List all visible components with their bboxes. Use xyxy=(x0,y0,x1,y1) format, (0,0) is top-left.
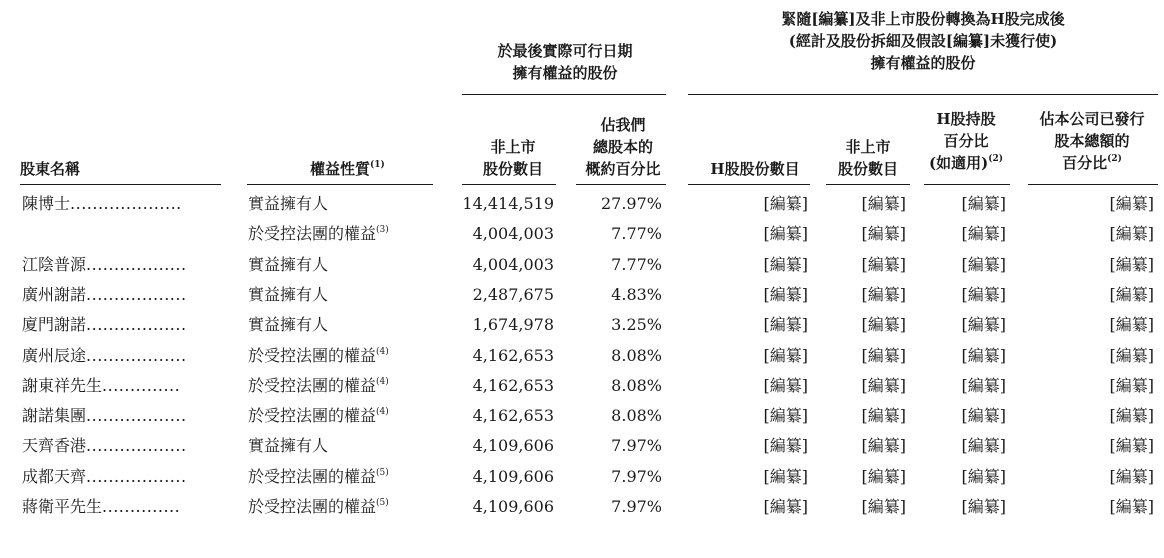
group-header-right xyxy=(688,8,1158,74)
col-header-issued-pct-line3: 百分比 xyxy=(1062,154,1108,172)
shareholder-name-cell xyxy=(22,250,187,280)
unlisted-shares-after: [編纂] xyxy=(861,376,906,395)
col-rule-h-pct xyxy=(924,184,1010,185)
shareholder-name: 天齊香港 xyxy=(22,436,87,455)
col-header-pct xyxy=(578,114,668,180)
shareholder-name-cell xyxy=(22,431,187,461)
approx-percentage: 7.77% xyxy=(611,224,662,243)
h-shares-count: [編纂] xyxy=(763,315,808,334)
unlisted-shares-after: [編纂] xyxy=(861,315,906,334)
nature-cell xyxy=(248,462,389,492)
unlisted-shares-count: 14,414,519 xyxy=(462,194,554,213)
h-shares-count: [編纂] xyxy=(763,194,808,213)
unlisted-shares-count: 4,004,003 xyxy=(472,224,554,243)
shareholder-name-cell xyxy=(22,492,180,522)
issued-capital-pct: [編纂] xyxy=(1109,346,1154,365)
h-shares-count: [編纂] xyxy=(763,346,808,365)
unlisted-shares-after: [編纂] xyxy=(861,194,906,213)
shareholder-name: 陳博士 xyxy=(22,194,71,213)
nature-cell xyxy=(248,280,328,310)
approx-percentage: 3.25% xyxy=(611,315,662,334)
h-shares-count: [編纂] xyxy=(763,224,808,243)
col-header-issued-pct-line2: 股本總額的 xyxy=(1054,132,1130,150)
leader-dots: .................. xyxy=(86,315,187,334)
nature-footnote: (5) xyxy=(376,468,389,478)
h-shareholding-pct: [編纂] xyxy=(961,315,1006,334)
col-header-h-pct-line3: (如適用) xyxy=(929,154,989,172)
col-header-issued-pct xyxy=(1030,108,1154,174)
leader-dots: .................. xyxy=(86,255,187,274)
shareholder-name-cell xyxy=(22,371,180,401)
unlisted-shares-after: [編纂] xyxy=(861,224,906,243)
shareholder-name: 廈門謝諾 xyxy=(22,315,87,334)
issued-capital-pct: [編纂] xyxy=(1109,406,1154,425)
issued-capital-pct: [編纂] xyxy=(1109,285,1154,304)
issued-capital-pct: [編纂] xyxy=(1109,224,1154,243)
nature-of-interest: 於受控法團的權益 xyxy=(248,346,377,365)
unlisted-shares-count: 1,674,978 xyxy=(472,315,554,334)
col-header-issued-pct-note: (2) xyxy=(1107,154,1122,164)
nature-cell xyxy=(248,341,389,371)
nature-of-interest: 於受控法團的權益 xyxy=(248,376,377,395)
group-header-right-line2: (經計及股份拆細及假設[編纂]未獲行使) xyxy=(788,32,1058,50)
approx-percentage: 8.08% xyxy=(611,376,662,395)
nature-cell xyxy=(248,371,389,401)
col-rule-unlisted-after xyxy=(826,184,910,185)
approx-percentage: 7.97% xyxy=(611,436,662,455)
h-shares-count: [編纂] xyxy=(763,467,808,486)
nature-of-interest: 實益擁有人 xyxy=(248,436,329,455)
h-shareholding-pct: [編纂] xyxy=(961,224,1006,243)
unlisted-shares-count: 4,162,653 xyxy=(472,346,554,365)
leader-dots: .............. xyxy=(102,497,181,516)
unlisted-shares-after: [編纂] xyxy=(861,285,906,304)
leader-dots: .................. xyxy=(86,346,187,365)
h-shareholding-pct: [編纂] xyxy=(961,194,1006,213)
shareholder-name-cell xyxy=(22,310,187,340)
unlisted-shares-count: 4,109,606 xyxy=(472,467,554,486)
col-header-h-pct-note: (2) xyxy=(988,154,1003,164)
h-shareholding-pct: [編纂] xyxy=(961,285,1006,304)
col-header-pct-line1: 佔我們 xyxy=(600,116,646,134)
approx-percentage: 4.83% xyxy=(611,285,662,304)
unlisted-shares-count: 4,004,003 xyxy=(472,255,554,274)
unlisted-shares-count: 4,109,606 xyxy=(472,497,554,516)
col-rule-nature xyxy=(247,184,433,185)
group-header-right-line1: 緊隨[編纂]及非上市股份轉換為H股完成後 xyxy=(781,10,1065,28)
issued-capital-pct: [編纂] xyxy=(1109,376,1154,395)
unlisted-shares-after: [編纂] xyxy=(861,497,906,516)
issued-capital-pct: [編纂] xyxy=(1109,315,1154,334)
unlisted-shares-count: 4,162,653 xyxy=(472,406,554,425)
h-shareholding-pct: [編纂] xyxy=(961,467,1006,486)
issued-capital-pct: [編纂] xyxy=(1109,467,1154,486)
col-header-shares-line1: 非上市 xyxy=(490,138,536,156)
nature-of-interest: 實益擁有人 xyxy=(248,315,329,334)
nature-of-interest: 實益擁有人 xyxy=(248,255,329,274)
col-header-h-pct xyxy=(916,108,1016,174)
group-header-left-line2: 擁有權益的股份 xyxy=(512,64,618,82)
shareholder-name: 廣州謝諾 xyxy=(22,285,87,304)
col-rule-issued-pct xyxy=(1028,184,1158,185)
col-header-h-pct-line2: 百分比 xyxy=(943,132,989,150)
shareholder-name: 廣州辰途 xyxy=(22,346,87,365)
h-shareholding-pct: [編纂] xyxy=(961,497,1006,516)
issued-capital-pct: [編纂] xyxy=(1109,255,1154,274)
col-rule-shareholder xyxy=(20,184,221,185)
leader-dots: .................. xyxy=(86,406,187,425)
nature-of-interest: 於受控法團的權益 xyxy=(248,467,377,486)
leader-dots: .................. xyxy=(86,285,187,304)
col-header-shares xyxy=(468,136,558,180)
nature-cell xyxy=(248,310,328,340)
nature-cell xyxy=(248,189,328,219)
group-header-right-line3: 擁有權益的股份 xyxy=(870,54,976,72)
nature-of-interest: 實益擁有人 xyxy=(248,194,329,213)
nature-cell xyxy=(248,219,389,249)
approx-percentage: 7.97% xyxy=(611,497,662,516)
approx-percentage: 7.97% xyxy=(611,467,662,486)
shareholder-name: 江陰普源 xyxy=(22,255,87,274)
issued-capital-pct: [編纂] xyxy=(1109,436,1154,455)
shareholder-name-cell xyxy=(22,401,187,431)
unlisted-shares-after: [編纂] xyxy=(861,346,906,365)
leader-dots: .............. xyxy=(102,376,181,395)
group-header-left xyxy=(465,40,665,84)
col-header-shares-line2: 股份數目 xyxy=(482,160,543,178)
h-shares-count: [編纂] xyxy=(763,406,808,425)
issued-capital-pct: [編纂] xyxy=(1109,497,1154,516)
approx-percentage: 8.08% xyxy=(611,346,662,365)
col-header-h-pct-line1: H股持股 xyxy=(936,110,996,128)
h-shares-count: [編纂] xyxy=(763,376,808,395)
shareholder-name: 謝諾集團 xyxy=(22,406,87,425)
h-shares-count: [編纂] xyxy=(763,436,808,455)
unlisted-shares-after: [編纂] xyxy=(861,406,906,425)
nature-cell xyxy=(248,492,389,522)
h-shares-count: [編纂] xyxy=(763,285,808,304)
h-shares-count: [編纂] xyxy=(763,497,808,516)
col-header-unlisted-after xyxy=(828,136,908,180)
shareholder-name: 謝東祥先生 xyxy=(22,376,103,395)
group-header-left-line1: 於最後實際可行日期 xyxy=(497,42,633,60)
issued-capital-pct: [編纂] xyxy=(1109,194,1154,213)
group-rule-right xyxy=(688,94,1158,95)
shareholder-name-cell xyxy=(22,462,187,492)
nature-cell xyxy=(248,431,328,461)
col-header-nature-label: 權益性質 xyxy=(310,160,371,178)
col-header-pct-line2: 總股本的 xyxy=(592,138,653,156)
leader-dots: .................... xyxy=(70,194,182,213)
approx-percentage: 8.08% xyxy=(611,406,662,425)
approx-percentage: 7.77% xyxy=(611,255,662,274)
shareholder-name: 蔣衛平先生 xyxy=(22,497,103,516)
nature-cell xyxy=(248,401,389,431)
approx-percentage: 27.97% xyxy=(600,194,662,213)
nature-of-interest: 於受控法團的權益 xyxy=(248,406,377,425)
shareholder-name-cell xyxy=(22,280,187,310)
group-rule-left xyxy=(462,94,666,95)
shareholder-name: 成都天齊 xyxy=(22,467,87,486)
col-rule-h-shares xyxy=(688,184,810,185)
unlisted-shares-after: [編纂] xyxy=(861,436,906,455)
col-rule-pct xyxy=(576,184,666,185)
h-shareholding-pct: [編纂] xyxy=(961,255,1006,274)
unlisted-shares-count: 4,162,653 xyxy=(472,376,554,395)
nature-cell xyxy=(248,250,328,280)
nature-footnote: (4) xyxy=(376,377,389,387)
leader-dots: .................. xyxy=(86,436,187,455)
col-header-shareholder: 股東名稱 xyxy=(20,160,81,178)
unlisted-shares-count: 2,487,675 xyxy=(472,285,554,304)
unlisted-shares-after: [編纂] xyxy=(861,255,906,274)
h-shareholding-pct: [編纂] xyxy=(961,346,1006,365)
nature-footnote: (3) xyxy=(376,225,389,235)
nature-of-interest: 於受控法團的權益 xyxy=(248,497,377,516)
nature-footnote: (5) xyxy=(376,498,389,508)
unlisted-shares-after: [編纂] xyxy=(861,467,906,486)
col-header-unlisted-after-line2: 股份數目 xyxy=(837,160,898,178)
nature-footnote: (4) xyxy=(376,347,389,357)
nature-of-interest: 於受控法團的權益 xyxy=(248,224,377,243)
leader-dots: .................. xyxy=(86,467,187,486)
nature-footnote: (4) xyxy=(376,407,389,417)
col-rule-shares xyxy=(462,184,556,185)
h-shareholding-pct: [編纂] xyxy=(961,406,1006,425)
h-shareholding-pct: [編纂] xyxy=(961,376,1006,395)
nature-of-interest: 實益擁有人 xyxy=(248,285,329,304)
shareholder-name-cell xyxy=(22,189,182,219)
h-shares-count: [編纂] xyxy=(763,255,808,274)
unlisted-shares-count: 4,109,606 xyxy=(472,436,554,455)
col-header-nature xyxy=(310,158,385,180)
h-shareholding-pct: [編纂] xyxy=(961,436,1006,455)
col-header-pct-line3: 概約百分比 xyxy=(585,160,661,178)
shareholder-name-cell xyxy=(22,341,187,371)
col-header-h-shares: H股股份數目 xyxy=(710,160,800,178)
col-header-issued-pct-line1: 佔本公司已發行 xyxy=(1039,110,1145,128)
col-header-unlisted-after-line1: 非上市 xyxy=(845,138,891,156)
col-header-nature-note: (1) xyxy=(370,160,385,170)
